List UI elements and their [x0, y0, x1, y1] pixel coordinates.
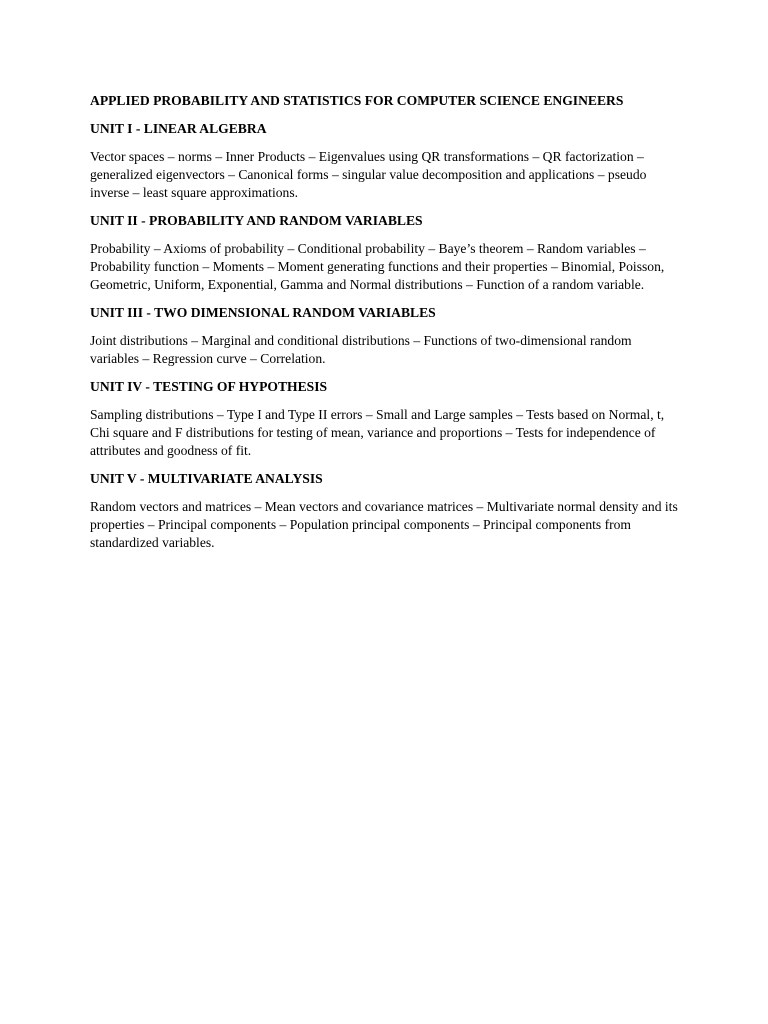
unit-section-1 — [90, 120, 680, 202]
unit-heading: UNIT IV - TESTING OF HYPOTHESIS — [90, 379, 328, 394]
unit-heading: UNIT I - LINEAR ALGEBRA — [90, 121, 267, 136]
unit-body: Random vectors and matrices – Mean vectors and covariance matrices – Multivariate normal density and its properties – Principal components – Population principal components – Principal components from standardized variables. — [90, 499, 678, 550]
unit-heading: UNIT III - TWO DIMENSIONAL RANDOM VARIABLES — [90, 305, 436, 320]
unit-heading: UNIT II - PROBABILITY AND RANDOM VARIABLES — [90, 213, 423, 228]
document-title: APPLIED PROBABILITY AND STATISTICS FOR COMPUTER SCIENCE ENGINEERS — [90, 93, 624, 108]
unit-body: Probability – Axioms of probability – Conditional probability – Baye’s theorem – Random variables – Probability function – Moments – Moment generating functions and their properties – Binomial, Poisson, Geometric, Uniform, Exponential, Gamma and Normal distributions – Function of a random variable. — [90, 241, 665, 292]
document-page — [90, 92, 680, 562]
unit-body: Vector spaces – norms – Inner Products – Eigenvalues using QR transformations – QR factorization – generalized eigenvectors – Canonical forms – singular value decomposition and applications – pseudo inverse – least square approximations. — [90, 149, 647, 200]
unit-section-3 — [90, 304, 680, 368]
unit-body: Joint distributions – Marginal and conditional distributions – Functions of two-dimensional random variables – Regression curve – Correlation. — [90, 333, 632, 366]
unit-section-4 — [90, 378, 680, 460]
unit-section-2 — [90, 212, 680, 294]
unit-heading: UNIT V - MULTIVARIATE ANALYSIS — [90, 471, 323, 486]
unit-body: Sampling distributions – Type I and Type II errors – Small and Large samples – Tests based on Normal, t, Chi square and F distributions for testing of mean, variance and proportions – Tests for independence of attributes and goodness of fit. — [90, 407, 665, 458]
unit-section-5 — [90, 470, 680, 552]
